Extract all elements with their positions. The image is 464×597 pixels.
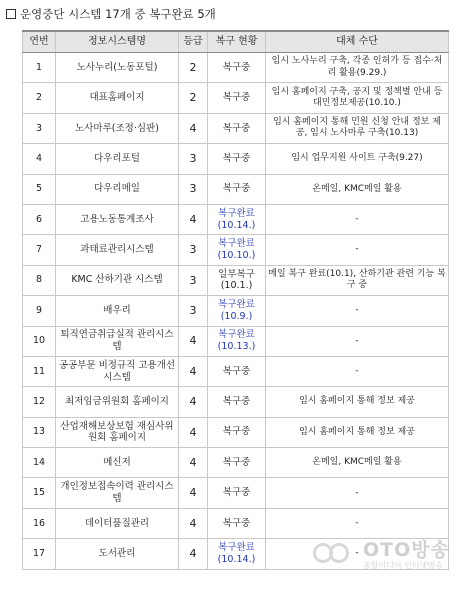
alternative-means: - xyxy=(266,508,449,538)
recovery-status: 복구중 xyxy=(208,387,266,417)
broadcast-logo-icon xyxy=(313,539,359,567)
recovery-status: 복구중 xyxy=(208,417,266,447)
row-number: 12 xyxy=(23,387,56,417)
table-row xyxy=(23,448,449,478)
table-row xyxy=(23,356,449,386)
watermark-name: OTO방송 xyxy=(363,539,450,561)
system-name: KMC 산하기관 시스템 xyxy=(56,265,179,295)
alternative-means: 온메일, KMC메일 활용 xyxy=(266,174,449,204)
recovery-status: 복구중 xyxy=(208,113,266,143)
row-number: 4 xyxy=(23,144,56,174)
recovery-status: 복구완료 (10.14.) xyxy=(208,204,266,234)
grade: 4 xyxy=(179,326,208,356)
recovery-status: 복구중 xyxy=(208,83,266,113)
header-status: 복구 현황 xyxy=(208,31,266,53)
recovery-status: 복구중 xyxy=(208,478,266,508)
row-number: 11 xyxy=(23,356,56,386)
header-row xyxy=(23,31,449,53)
recovery-status: 복구중 xyxy=(208,144,266,174)
system-name: 다우리메일 xyxy=(56,174,179,204)
grade: 3 xyxy=(179,174,208,204)
grade: 2 xyxy=(179,53,208,83)
table-row xyxy=(23,326,449,356)
alternative-means: 메일 복구 완료(10.1), 산하기관 관련 기능 복구 중 xyxy=(266,265,449,295)
watermark xyxy=(313,535,450,571)
system-name: 고용노동통계조사 xyxy=(56,204,179,234)
grade: 3 xyxy=(179,235,208,265)
alternative-means: - xyxy=(266,204,449,234)
recovery-status: 복구중 xyxy=(208,508,266,538)
system-name: 산업재해보상보험 재심사위원회 홈페이지 xyxy=(56,417,179,447)
row-number: 7 xyxy=(23,235,56,265)
table-row xyxy=(23,144,449,174)
row-number: 16 xyxy=(23,508,56,538)
row-number: 10 xyxy=(23,326,56,356)
table-row xyxy=(23,387,449,417)
alternative-means: 임시 홈페이지 구축, 공지 및 정책별 안내 등대민정보제공(10.10.) xyxy=(266,83,449,113)
system-name: 배우리 xyxy=(56,296,179,326)
grade: 4 xyxy=(179,417,208,447)
recovery-status: 복구중 xyxy=(208,356,266,386)
alternative-means: - xyxy=(266,326,449,356)
row-number: 3 xyxy=(23,113,56,143)
table-row xyxy=(23,265,449,295)
row-number: 1 xyxy=(23,53,56,83)
alternative-means: - xyxy=(266,296,449,326)
row-number: 17 xyxy=(23,539,56,569)
table-row xyxy=(23,235,449,265)
recovery-status: 복구완료 (10.13.) xyxy=(208,326,266,356)
alternative-means: - xyxy=(266,356,449,386)
grade: 4 xyxy=(179,539,208,569)
row-number: 13 xyxy=(23,417,56,447)
table-row xyxy=(23,53,449,83)
row-number: 5 xyxy=(23,174,56,204)
alternative-means: - xyxy=(266,235,449,265)
header-grade: 등급 xyxy=(179,31,208,53)
row-number: 9 xyxy=(23,296,56,326)
grade: 4 xyxy=(179,508,208,538)
system-name: 메신저 xyxy=(56,448,179,478)
alternative-means: 임시 홈페이지 통해 정보 제공 xyxy=(266,417,449,447)
system-status-table xyxy=(22,30,449,570)
system-name: 노사마루(조정·심판) xyxy=(56,113,179,143)
recovery-status: 복구완료 (10.10.) xyxy=(208,235,266,265)
grade: 4 xyxy=(179,387,208,417)
alternative-means: 임시 업무지원 사이트 구축(9.27) xyxy=(266,144,449,174)
system-name: 노사누리(노동포털) xyxy=(56,53,179,83)
system-name: 퇴직연금취급실적 관리시스템 xyxy=(56,326,179,356)
recovery-status: 일부복구 (10.1.) xyxy=(208,265,266,295)
row-number: 15 xyxy=(23,478,56,508)
system-name: 대표홈페이지 xyxy=(56,83,179,113)
page-title xyxy=(6,5,216,23)
system-name: 과태료관리시스템 xyxy=(56,235,179,265)
alternative-means: 임시 홈페이지 통해 정보 제공 xyxy=(266,387,449,417)
title-text: 운영중단 시스템 17개 중 복구완료 5개 xyxy=(20,7,216,21)
table-row xyxy=(23,478,449,508)
grade: 4 xyxy=(179,448,208,478)
grade: 3 xyxy=(179,144,208,174)
table-row xyxy=(23,174,449,204)
table-row xyxy=(23,83,449,113)
grade: 2 xyxy=(179,83,208,113)
grade: 4 xyxy=(179,356,208,386)
system-name: 개인정보접속이력 관리시스템 xyxy=(56,478,179,508)
row-number: 14 xyxy=(23,448,56,478)
grade: 4 xyxy=(179,113,208,143)
alternative-means: 임시 홈페이지 통해 민원 신청 안내 정보 제공, 임시 노사마루 구축(10.13) xyxy=(266,113,449,143)
row-number: 8 xyxy=(23,265,56,295)
recovery-status: 복구중 xyxy=(208,448,266,478)
alternative-means: - xyxy=(266,478,449,508)
system-name: 데이터품질관리 xyxy=(56,508,179,538)
recovery-status: 복구중 xyxy=(208,174,266,204)
recovery-status: 복구완료 (10.9.) xyxy=(208,296,266,326)
table-row xyxy=(23,296,449,326)
alternative-means: 임시 노사누리 구축, 각종 인허가 등 접수·처리 활용(9.29.) xyxy=(266,53,449,83)
system-name: 다우리포털 xyxy=(56,144,179,174)
alternative-means: - xyxy=(266,539,449,569)
alternative-means: 온메일, KMC메일 활용 xyxy=(266,448,449,478)
recovery-status: 복구완료 (10.14.) xyxy=(208,539,266,569)
system-name: 최저임금위원회 홈페이지 xyxy=(56,387,179,417)
grade: 4 xyxy=(179,478,208,508)
grade: 3 xyxy=(179,296,208,326)
table-row xyxy=(23,417,449,447)
watermark-sub: 종합미디어 인터넷방송 xyxy=(363,561,443,570)
row-number: 6 xyxy=(23,204,56,234)
system-name: 도서관리 xyxy=(56,539,179,569)
header-no: 연번 xyxy=(23,31,56,53)
header-alternative: 대체 수단 xyxy=(266,31,449,53)
row-number: 2 xyxy=(23,83,56,113)
system-name: 공공부문 비정규직 고용개선 시스템 xyxy=(56,356,179,386)
header-system: 정보시스템명 xyxy=(56,31,179,53)
grade: 3 xyxy=(179,265,208,295)
recovery-status: 복구중 xyxy=(208,53,266,83)
checkbox-square-icon xyxy=(6,9,16,19)
table-row xyxy=(23,204,449,234)
table-row xyxy=(23,113,449,143)
grade: 4 xyxy=(179,204,208,234)
